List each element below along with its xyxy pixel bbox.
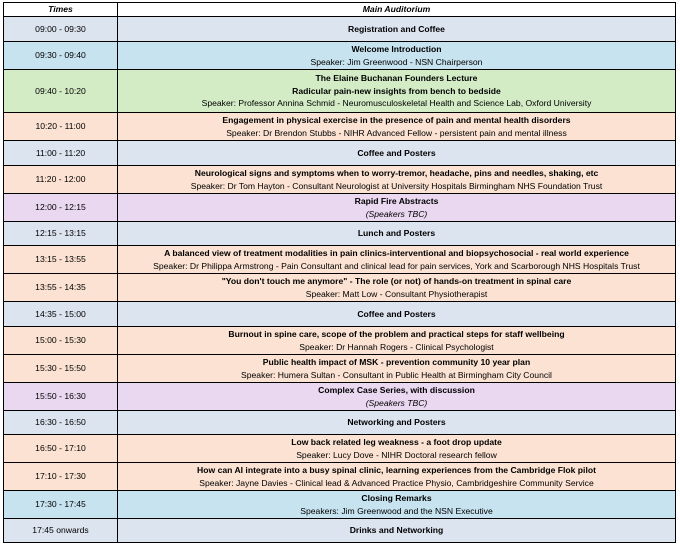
- session-speaker: (Speakers TBC): [365, 397, 428, 408]
- session-title: Engagement in physical exercise in the presence of pain and mental health disorders: [222, 114, 571, 125]
- session-details: [118, 42, 676, 70]
- session-row: [4, 274, 676, 302]
- session-details: [118, 274, 676, 302]
- session-row: [4, 355, 676, 383]
- session-title: "You don't touch me anymore" - The role (or not) of hands-on treatment in spinal care: [221, 275, 572, 286]
- session-details: [118, 411, 676, 435]
- session-title: Registration and Coffee: [348, 23, 445, 34]
- session-row: [4, 42, 676, 70]
- session-title: Low back related leg weakness - a foot drop update: [291, 436, 502, 447]
- session-time: 11:00 - 11:20: [4, 141, 118, 166]
- session-row: [4, 113, 676, 141]
- session-row: [4, 519, 676, 543]
- session-speaker: Speaker: Jim Greenwood - NSN Chairperson: [310, 56, 483, 67]
- session-speaker: Speaker: Dr Brendon Stubbs - NIHR Advanced Fellow - persistent pain and mental illness: [226, 127, 567, 138]
- session-details: [118, 463, 676, 491]
- session-row: [4, 194, 676, 222]
- session-title: Radicular pain-new insights from bench to bedside: [292, 85, 501, 96]
- session-details: [118, 70, 676, 113]
- session-details: [118, 222, 676, 246]
- session-details: [118, 141, 676, 166]
- session-speaker: Speaker: Lucy Dove - NIHR Doctoral research fellow: [296, 449, 497, 460]
- session-title: Drinks and Networking: [349, 525, 444, 536]
- session-time: 11:20 - 12:00: [4, 166, 118, 194]
- session-time: 16:30 - 16:50: [4, 411, 118, 435]
- session-title: Complex Case Series, with discussion: [318, 384, 475, 395]
- session-title: Closing Remarks: [361, 492, 432, 503]
- session-speaker: Speaker: Dr Philippa Armstrong - Pain Consultant and clinical lead for pain services, York and Scarborough NHS Hospitals Trust: [153, 260, 640, 271]
- session-title: Lunch and Posters: [357, 228, 436, 239]
- session-row: [4, 17, 676, 42]
- session-time: 10:20 - 11:00: [4, 113, 118, 141]
- session-details: [118, 435, 676, 463]
- session-details: [118, 327, 676, 355]
- header-row: [4, 3, 676, 17]
- session-details: [118, 383, 676, 411]
- schedule-table: [3, 2, 676, 543]
- session-row: [4, 70, 676, 113]
- session-speaker: Speaker: Professor Annina Schmid - Neuromusculoskeletal Health and Science Lab, Oxford University: [201, 98, 592, 109]
- session-details: [118, 166, 676, 194]
- session-speaker: Speaker: Dr Hannah Rogers - Clinical Psychologist: [299, 341, 494, 352]
- session-row: [4, 246, 676, 274]
- session-title: Public health impact of MSK - prevention community 10 year plan: [262, 356, 531, 367]
- session-speaker: Speaker: Humera Sultan - Consultant in Public Health at Birmingham City Council: [241, 369, 552, 380]
- session-row: [4, 383, 676, 411]
- session-time: 12:15 - 13:15: [4, 222, 118, 246]
- session-details: [118, 302, 676, 327]
- session-time: 12:00 - 12:15: [4, 194, 118, 222]
- session-time: 15:50 - 16:30: [4, 383, 118, 411]
- session-details: [118, 113, 676, 141]
- session-speaker: Speaker: Jayne Davies - Clinical lead & Advanced Practice Physio, Cambridgeshire Community Service: [199, 477, 594, 488]
- session-title: Burnout in spine care, scope of the problem and practical steps for staff wellbeing: [228, 328, 565, 339]
- session-details: [118, 519, 676, 543]
- session-time: 13:15 - 13:55: [4, 246, 118, 274]
- session-time: 14:35 - 15:00: [4, 302, 118, 327]
- session-title: Coffee and Posters: [357, 308, 436, 319]
- session-time: 09:30 - 09:40: [4, 42, 118, 70]
- session-row: [4, 302, 676, 327]
- session-lecture-name: The Elaine Buchanan Founders Lecture: [315, 73, 478, 84]
- session-speaker: (Speakers TBC): [365, 208, 428, 219]
- session-time: 16:50 - 17:10: [4, 435, 118, 463]
- session-row: [4, 327, 676, 355]
- session-details: [118, 194, 676, 222]
- session-row: [4, 141, 676, 166]
- session-time: 09:00 - 09:30: [4, 17, 118, 42]
- session-details: [118, 491, 676, 519]
- session-title: Coffee and Posters: [357, 147, 436, 158]
- session-time: 09:40 - 10:20: [4, 70, 118, 113]
- session-details: [118, 355, 676, 383]
- session-time: 15:00 - 15:30: [4, 327, 118, 355]
- session-details: [118, 246, 676, 274]
- session-time: 17:10 - 17:30: [4, 463, 118, 491]
- session-row: [4, 435, 676, 463]
- session-title: Welcome Introduction: [351, 43, 442, 54]
- session-title: How can AI integrate into a busy spinal clinic, learning experiences from the Cambridge Flok pilot: [197, 464, 596, 475]
- session-time: 15:30 - 15:50: [4, 355, 118, 383]
- session-title: Networking and Posters: [347, 417, 446, 428]
- session-title: A balanced view of treatment modalities in pain clinics-interventional and biopsychosocial - real world experience: [164, 247, 629, 258]
- session-speaker: Speaker: Dr Tom Hayton - Consultant Neurologist at University Hospitals Birmingham NHS Foundation Trust: [190, 180, 603, 191]
- session-time: 13:55 - 14:35: [4, 274, 118, 302]
- session-speaker: Speakers: Jim Greenwood and the NSN Executive: [300, 505, 493, 516]
- session-row: [4, 491, 676, 519]
- session-speaker: Speaker: Matt Low - Consultant Physiotherapist: [305, 288, 488, 299]
- times-header: Times: [4, 3, 118, 17]
- session-time: 17:45 onwards: [4, 519, 118, 543]
- session-row: [4, 463, 676, 491]
- session-row: [4, 411, 676, 435]
- session-title: Neurological signs and symptoms when to worry-tremor, headache, pins and needles, shaking, etc: [194, 167, 599, 178]
- main-auditorium-header: Main Auditorium: [118, 3, 676, 17]
- session-title: Rapid Fire Abstracts: [354, 195, 439, 206]
- session-row: [4, 166, 676, 194]
- session-time: 17:30 - 17:45: [4, 491, 118, 519]
- session-details: [118, 17, 676, 42]
- session-row: [4, 222, 676, 246]
